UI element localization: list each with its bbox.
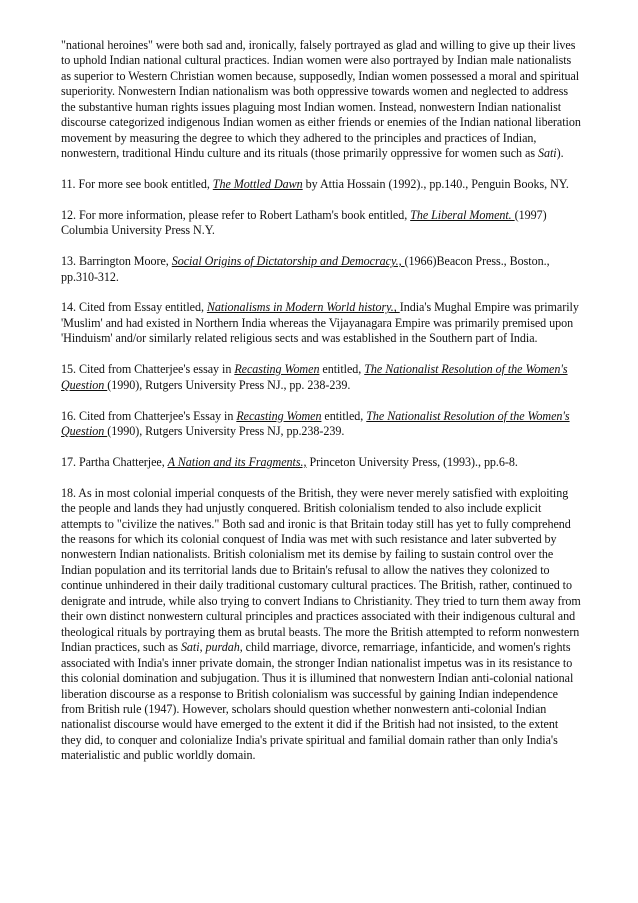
footnote-title-link[interactable]: The Mottled Dawn [212,177,303,192]
footnote-title-link[interactable]: Social Origins of Dictatorship and Democracy., [171,254,405,269]
footnote-title-link[interactable]: The Nationalist Resolution of the Women's Question [61,362,568,392]
footnote-text: , child marriage, divorce, remarriage, infanticide, and women's rights associated with India's inner private domain, the stronger Indian nationalist impetus was in its resistance to this colonial domination and subjugation. Thus it is illumined that nonwestern Indian anti-colonial national liberation discourse as a response to British colonialism was successful by gaining Indian independence from British rule (1947). However, scholars should question whether nonwestern anti-colonial Indian nationalist discourse would have emerged to the extent it did if the British had not insisted, to the extent they did, to conquer and colonialize India's private spiritual and familial domain rather than only India's materialistic and public worldly domain. [61,640,574,763]
footnote-text: 16. Cited from Chatterjee's Essay in [61,408,237,423]
footnote-13 [61,254,581,285]
footnote-text: (1966)Beacon Press., Boston., pp.310-312. [61,254,550,284]
footnote-sati: Sati [180,640,200,655]
footnote-purdah: purdah [205,640,240,655]
footnote-title-link[interactable]: The Nationalist Resolution of the Women's Question [61,408,570,438]
footnote-text: 11. For more see book entitled, [61,177,213,192]
footnote-text: by Attia Hossain (1992)., pp.140., Penguin Books, NY. [302,177,569,192]
footnote-text: (1997) Columbia University Press N.Y. [61,207,547,238]
footnote-text: (1990), Rutgers University Press NJ, pp.238-239. [107,423,345,438]
footnote-15 [61,362,581,393]
footnote-14 [61,300,581,346]
footnote-text: (1990), Rutgers University Press NJ., pp. 238-239. [107,377,351,392]
footnote-text: entitled, [321,408,367,423]
footnote-12 [61,208,581,239]
intro-text-end: ). [556,146,564,161]
footnote-title-link[interactable]: A Nation and its Fragments., [167,454,307,469]
footnote-title-link[interactable]: Recasting Women [236,408,322,423]
footnote-text: 13. Barrington Moore, [61,254,172,269]
footnote-18 [61,486,581,764]
footnote-title-link[interactable]: Nationalisms in Modern World history., [206,300,400,315]
intro-paragraph [61,38,581,162]
footnote-11 [61,177,581,192]
footnote-17 [61,455,581,470]
footnote-text: 15. Cited from Chatterjee's essay in [61,362,235,377]
footnote-text: 12. For more information, please refer to Robert Latham's book entitled, [61,207,411,222]
footnote-text: Princeton University Press, (1993)., pp.6-8. [306,454,518,469]
footnote-title-link[interactable]: Recasting Women [234,362,320,377]
footnote-text: entitled, [319,362,365,377]
footnote-text: , [199,640,206,655]
footnote-text: 14. Cited from Essay entitled, [61,300,207,315]
footnote-text: 18. As in most colonial imperial conquests of the British, they were never merely satisfied with exploiting the people and lands they had unjustly conquered. British colonialism tended to also include explicit attempts to "civilize the natives." Both sad and ironic is that Britain today still has yet to fully comprehend the reasons for which its colonial conquest of India was met with such resistance and later subverted by nonwestern Indian nationalists. British colonialism met its demise by failing to sustain control over the Indian population and its territorial lands due to Britain's refusal to allow the natives they colonized to continue unhindered in their daily traditional customary cultural practices. The British, rather, continued to denigrate and intrude, while also trying to convert Indians to Christianity. They tried to turn them away from their own distinct nonwestern cultural principles and practices associated with their indigenous cultural and theological rituals by portraying them as brutal beasts. The more the British attempted to reform nonwestern Indian practices, such as [61,485,581,655]
intro-text: "national heroines" were both sad and, ironically, falsely portrayed as glad and willing to give up their lives to uphold Indian national cultural practices. Indian women were also portrayed by Indian male nationalists as superior to Western Christian women because, supposedly, Indian women possessed a moral and spiritual superiority. Nonwestern Indian nationalism was both oppressive towards women and neglected to address the substantive human rights issues plaguing most Indian women. Instead, nonwestern Indian nationalist discourse categorized indigenous Indian women as either friends or enemies of the Indian national liberation movement by measuring the degree to which they adhered to the principles and practices of Indian, nonwestern, traditional Hindu culture and its rituals (those primarily oppressive for women such as [61,38,581,161]
footnote-16 [61,409,581,440]
footnote-text: 17. Partha Chatterjee, [61,454,168,469]
intro-sati: Sati [537,146,557,161]
footnote-text: India's Mughal Empire was primarily 'Muslim' and had existed in Northern India whereas the Vijayanagara Empire was primarily premised upon 'Hinduism' and/or similarly related religious sects and was established in the Southern part of India. [61,300,579,346]
footnote-title-link[interactable]: The Liberal Moment. [410,207,515,222]
document-page [61,38,581,779]
